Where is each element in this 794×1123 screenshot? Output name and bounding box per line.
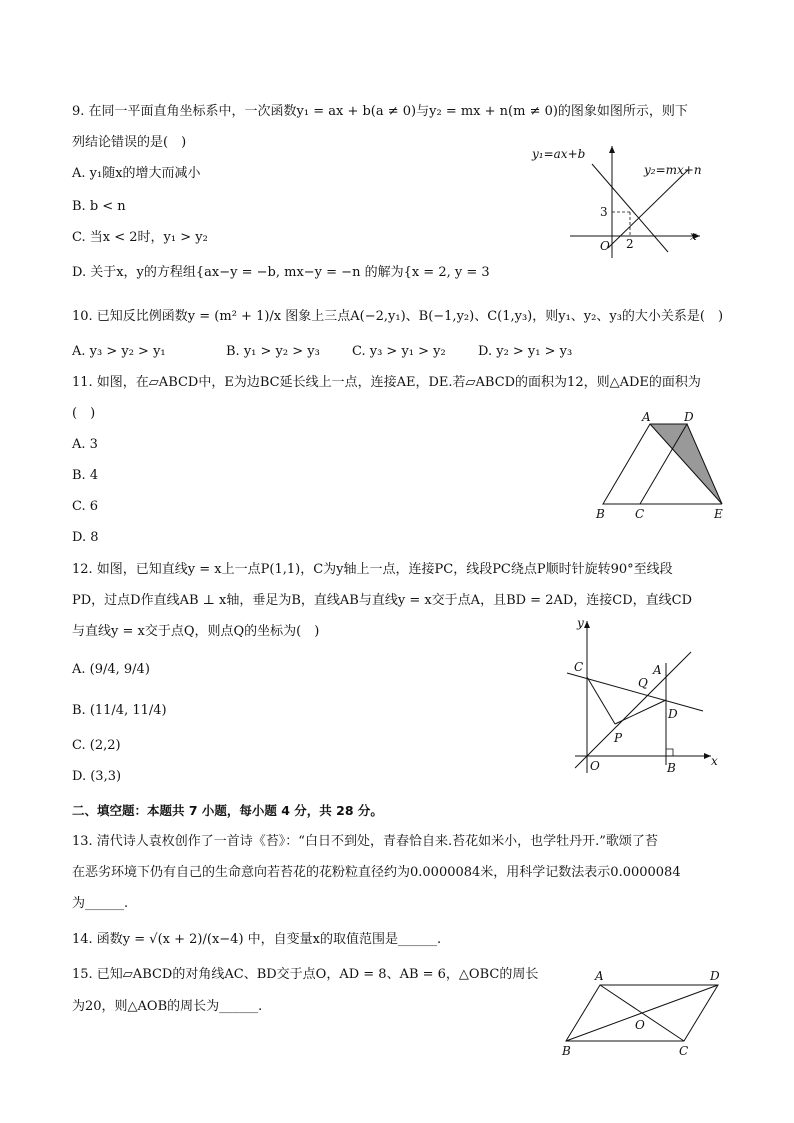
label-x: x bbox=[711, 754, 718, 768]
label-q: Q bbox=[638, 676, 648, 690]
label-b: B bbox=[667, 761, 676, 775]
label-p: P bbox=[614, 731, 623, 745]
q13-line3: 为______. bbox=[72, 896, 129, 911]
label-y2: y₂=mx+n bbox=[644, 163, 702, 177]
label-e: E bbox=[714, 507, 723, 521]
q9-stem-line2: 列结论错误的是( ) bbox=[72, 135, 187, 150]
q10-option-b: B. y₁ > y₂ > y₃ bbox=[226, 344, 320, 359]
q10-option-d: D. y₂ > y₁ > y₃ bbox=[478, 344, 573, 359]
y-axis-arrow bbox=[584, 621, 590, 628]
label-c: C bbox=[635, 507, 645, 521]
q9-stem-line1: 9. 在同一平面直角坐标系中，一次函数y₁ = ax + b(a ≠ 0)与y₂ = mx + n(m ≠ 0)的图象如图所示，则下 bbox=[72, 104, 688, 119]
q12-option-a: A. (9/4, 9/4) bbox=[72, 662, 150, 677]
q11-stem-line2: ( ) bbox=[72, 406, 96, 421]
label-origin: O bbox=[600, 239, 610, 253]
q12-stem-line2: PD，过点D作直线AB ⊥ x轴，垂足为B，直线AB与直线y = x交于点A，且BD = 2AD，连接CD，直线CD bbox=[72, 593, 693, 608]
right-angle-mark bbox=[666, 749, 673, 756]
diagonal-bd bbox=[566, 985, 718, 1041]
q11-option-c: C. 6 bbox=[72, 499, 99, 514]
q12-stem-line3: 与直线y = x交于点Q，则点Q的坐标为( ) bbox=[72, 624, 320, 639]
label-a: A bbox=[595, 969, 604, 983]
q9-option-a: A. y₁随x的增大而减小 bbox=[72, 166, 201, 181]
q15-line2: 为20，则△AOB的周长为______. bbox=[72, 999, 263, 1014]
label-d: D bbox=[668, 707, 678, 721]
label-b: B bbox=[596, 507, 605, 521]
q11-option-b: B. 4 bbox=[72, 468, 99, 483]
segment-pc bbox=[587, 677, 615, 724]
label-2: 2 bbox=[626, 237, 634, 251]
label-x: x bbox=[690, 229, 697, 243]
label-3: 3 bbox=[600, 205, 608, 219]
q11-option-a: A. 3 bbox=[72, 437, 98, 452]
segment-pd bbox=[615, 700, 666, 724]
q10-option-c: C. y₃ > y₁ > y₂ bbox=[352, 344, 446, 359]
q12-option-d: D. (3,3) bbox=[72, 769, 122, 784]
label-a: A bbox=[642, 410, 651, 424]
q12-figure bbox=[565, 615, 725, 780]
label-o: O bbox=[590, 759, 600, 773]
label-d: D bbox=[684, 410, 694, 424]
label-o: O bbox=[635, 1018, 645, 1032]
x-axis-arrow bbox=[704, 753, 711, 759]
q13-line1: 13. 清代诗人袁枚创作了一首诗《苔》：“白日不到处，青春恰自来.苔花如米小，也学牡丹开.”歌颂了苔 bbox=[72, 834, 658, 849]
y-axis-arrow bbox=[609, 146, 615, 153]
q10-stem: 10. 已知反比例函数y = (m² + 1)/x 图象上三点A(−2,y₁)、B(−1,y₂)、C(1,y₃)，则y₁、y₂、y₃的大小关系是( ) bbox=[72, 309, 724, 324]
q15-figure bbox=[560, 965, 730, 1060]
q9-option-c: C. 当x < 2时，y₁ > y₂ bbox=[72, 230, 208, 245]
label-b: B bbox=[562, 1044, 571, 1058]
q13-line2: 在恶劣环境下仍有自己的生命意向若苔花的花粉粒直径约为0.0000084米，用科学记数法表示0.0000084 bbox=[72, 865, 681, 880]
label-c: C bbox=[574, 660, 584, 674]
label-y1: y₁=ax+b bbox=[532, 147, 586, 161]
q9-option-d: D. 关于x，y的方程组{ax−y = −b, mx−y = −n 的解为{x = 2, y = 3 bbox=[72, 265, 490, 280]
q14-line1: 14. 函数y = √(x + 2)/(x−4) 中，自变量x的取值范围是______. bbox=[72, 932, 442, 947]
q12-stem-line1: 12. 如图，已知直线y = x上一点P(1,1)，C为y轴上一点，连接PC，线段PC绕点P顺时针旋转90°至线段 bbox=[72, 562, 673, 577]
q9-figure bbox=[530, 140, 720, 260]
q10-option-a: A. y₃ > y₂ > y₁ bbox=[72, 344, 166, 359]
q15-line1: 15. 已知▱ABCD的对角线AC、BD交于点O，AD = 8、AB = 6，△OBC的周长 bbox=[72, 967, 539, 982]
q12-option-c: C. (2,2) bbox=[72, 738, 121, 753]
q11-figure bbox=[590, 408, 730, 523]
label-c: C bbox=[679, 1044, 689, 1058]
label-d: D bbox=[710, 969, 720, 983]
q12-option-b: B. (11/4, 11/4) bbox=[72, 703, 167, 718]
q11-option-d: D. 8 bbox=[72, 530, 99, 545]
q9-option-b: B. b < n bbox=[72, 199, 126, 214]
section-2-heading: 二、填空题：本题共 7 小题，每小题 4 分，共 28 分。 bbox=[72, 803, 383, 818]
label-a: A bbox=[653, 663, 662, 677]
label-y: y bbox=[577, 616, 584, 630]
q11-stem-line1: 11. 如图，在▱ABCD中，E为边BC延长线上一点，连接AE，DE.若▱ABCD的面积为12，则△ADE的面积为 bbox=[72, 375, 701, 390]
